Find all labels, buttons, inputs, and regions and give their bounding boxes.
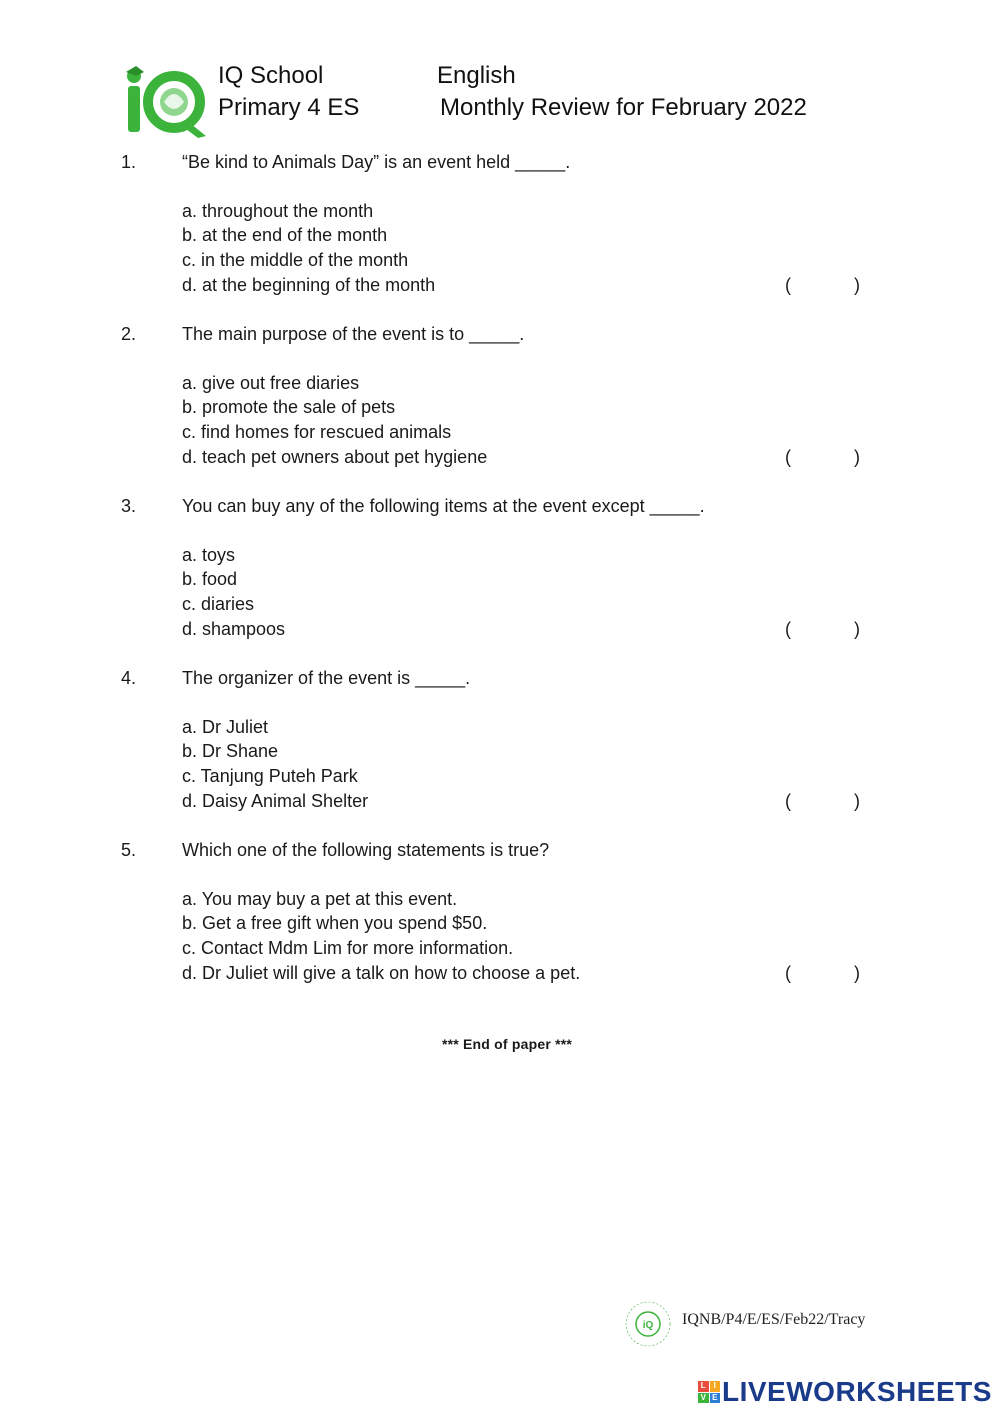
option-d: d. teach pet owners about pet hygiene bbox=[182, 447, 488, 467]
option-c: c. find homes for rescued animals bbox=[182, 422, 452, 442]
question-text: The main purpose of the event is to _____. bbox=[182, 324, 525, 344]
answer-bracket[interactable] bbox=[785, 791, 860, 812]
academic-approval-stamp bbox=[622, 1298, 674, 1350]
question-number: 5. bbox=[121, 840, 137, 860]
bracket-close: ) bbox=[854, 963, 860, 983]
bracket-close: ) bbox=[854, 275, 860, 295]
option-c: c. diaries bbox=[182, 594, 255, 614]
option-a: a. give out free diaries bbox=[182, 373, 360, 393]
bracket-open: ( bbox=[785, 447, 791, 467]
option-a: a. Dr Juliet bbox=[182, 717, 269, 737]
option-b: b. at the end of the month bbox=[182, 225, 388, 245]
bracket-open: ( bbox=[785, 963, 791, 983]
question-number: 4. bbox=[121, 668, 137, 688]
bracket-close: ) bbox=[854, 791, 860, 811]
question-number: 1. bbox=[121, 152, 137, 172]
school-name: IQ School bbox=[218, 62, 324, 89]
iq-school-logo bbox=[122, 64, 210, 140]
answer-bracket[interactable] bbox=[785, 619, 860, 640]
document-code: IQNB/P4/E/ES/Feb22/Tracy bbox=[682, 1311, 866, 1328]
grade-level: Primary 4 ES bbox=[218, 94, 360, 121]
liveworksheets-wordmark: LIVEWORKSHEETS bbox=[722, 1376, 992, 1407]
svg-text:iQ: iQ bbox=[642, 1320, 654, 1331]
option-c: c. in the middle of the month bbox=[182, 250, 409, 270]
question-text: The organizer of the event is _____. bbox=[182, 668, 471, 688]
bracket-open: ( bbox=[785, 275, 791, 295]
option-d: d. Dr Juliet will give a talk on how to choose a pet. bbox=[182, 963, 581, 983]
bracket-open: ( bbox=[785, 791, 791, 811]
option-d: d. Daisy Animal Shelter bbox=[182, 791, 369, 811]
option-d: d. shampoos bbox=[182, 619, 286, 639]
option-b: b. Get a free gift when you spend $50. bbox=[182, 913, 488, 933]
option-c: c. Contact Mdm Lim for more information. bbox=[182, 938, 514, 958]
liveworksheets-icon: L I V E bbox=[698, 1381, 720, 1403]
end-of-paper: *** End of paper *** bbox=[441, 1036, 573, 1052]
option-b: b. food bbox=[182, 569, 238, 589]
option-a: a. You may buy a pet at this event. bbox=[182, 889, 458, 909]
answer-bracket[interactable] bbox=[785, 275, 860, 296]
bracket-close: ) bbox=[854, 619, 860, 639]
option-b: b. Dr Shane bbox=[182, 741, 279, 761]
option-d: d. at the beginning of the month bbox=[182, 275, 436, 295]
liveworksheets-brand bbox=[698, 1376, 992, 1408]
question-number: 3. bbox=[121, 496, 137, 516]
bracket-open: ( bbox=[785, 619, 791, 639]
subject: English bbox=[437, 62, 516, 89]
answer-bracket[interactable] bbox=[785, 963, 860, 984]
review-title: Monthly Review for February 2022 bbox=[440, 94, 807, 121]
question-number: 2. bbox=[121, 324, 137, 344]
question-text: You can buy any of the following items at the event except _____. bbox=[182, 496, 705, 516]
question-text: Which one of the following statements is true? bbox=[182, 840, 550, 860]
option-a: a. throughout the month bbox=[182, 201, 374, 221]
bracket-close: ) bbox=[854, 447, 860, 467]
option-c: c. Tanjung Puteh Park bbox=[182, 766, 358, 786]
option-b: b. promote the sale of pets bbox=[182, 397, 396, 417]
option-a: a. toys bbox=[182, 545, 236, 565]
question-text: “Be kind to Animals Day” is an event held _____. bbox=[182, 152, 571, 172]
answer-bracket[interactable] bbox=[785, 447, 860, 468]
